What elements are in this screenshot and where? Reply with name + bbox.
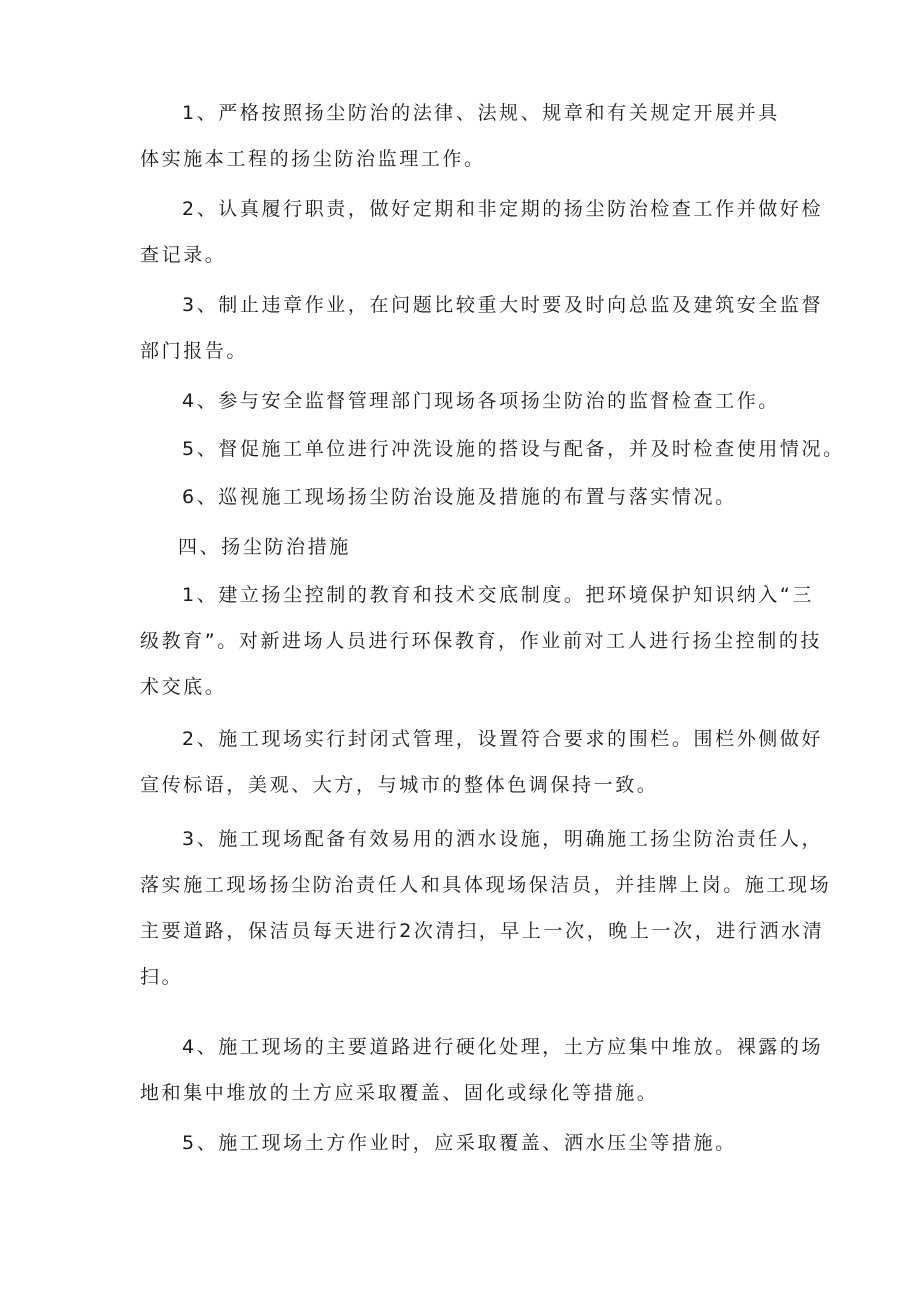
paragraph-line: 宣传标语，美观、大方，与城市的整体色调保持一致。 [140, 774, 659, 796]
paragraph-line: 术交底。 [140, 676, 227, 698]
paragraph-line: 2、认真履行职责，做好定期和非定期的扬尘防治检查工作并做好检 [182, 198, 824, 220]
paragraph-duty-4 [140, 378, 800, 424]
paragraph-line: 部门报告。 [140, 340, 249, 362]
paragraph-line: 级教育”。对新进场人员进行环保教育，作业前对工人进行扬尘控制的技 [140, 630, 823, 652]
paragraph-line: 4、参与安全监督管理部门现场各项扬尘防治的监督检查工作。 [182, 390, 780, 412]
paragraph-line: 3、制止违章作业，在问题比较重大时要及时向总监及建筑安全监督 [182, 294, 824, 316]
paragraph-measure-3 [140, 816, 832, 1000]
paragraph-measure-1 [140, 572, 823, 710]
paragraph-measure-5 [140, 1120, 800, 1166]
paragraph-line: 主要道路，保洁员每天进行2次清扫，早上一次，晚上一次，进行洒水清 [140, 920, 825, 942]
paragraph-duty-3 [140, 282, 824, 374]
paragraph-duty-2 [140, 186, 824, 278]
paragraph-line: 4、施工现场的主要道路进行硬化处理，土方应集中堆放。裸露的场 [182, 1036, 824, 1058]
paragraph-line: 2、施工现场实行封闭式管理，设置符合要求的围栏。围栏外侧做好 [182, 728, 824, 750]
paragraph-line: 6、巡视施工现场扬尘防治设施及措施的布置与落实情况。 [182, 486, 737, 508]
paragraph-measure-2 [140, 716, 824, 808]
paragraph-line: 5、施工现场土方作业时，应采取覆盖、洒水压尘等措施。 [182, 1132, 737, 1154]
paragraph-line: 落实施工现场扬尘防治责任人和具体现场保洁员，并挂牌上岗。施工现场 [140, 874, 832, 896]
paragraph-measure-4 [140, 1024, 824, 1116]
section-heading: 四、扬尘防治措施 [178, 536, 351, 558]
paragraph-line: 5、督促施工单位进行冲洗设施的搭设与配备，并及时检查使用情况。 [182, 438, 845, 460]
paragraph-line: 1、建立扬尘控制的教育和技术交底制度。把环境保护知识纳入“三 [182, 584, 814, 606]
paragraph-duty-1 [140, 90, 800, 182]
paragraph-line: 扫。 [140, 966, 184, 988]
paragraph-duty-6 [140, 474, 800, 520]
paragraph-line: 3、施工现场配备有效易用的洒水设施，明确施工扬尘防治责任人， [182, 828, 824, 850]
paragraph-line: 1、严格按照扬尘防治的法律、法规、规章和有关规定开展并具 [182, 102, 780, 124]
paragraph-line: 地和集中堆放的土方应采取覆盖、固化或绿化等措施。 [140, 1082, 659, 1104]
paragraph-duty-5 [140, 426, 845, 472]
paragraph-line: 体实施本工程的扬尘防治监理工作。 [140, 148, 486, 170]
paragraph-line: 查记录。 [140, 244, 227, 266]
